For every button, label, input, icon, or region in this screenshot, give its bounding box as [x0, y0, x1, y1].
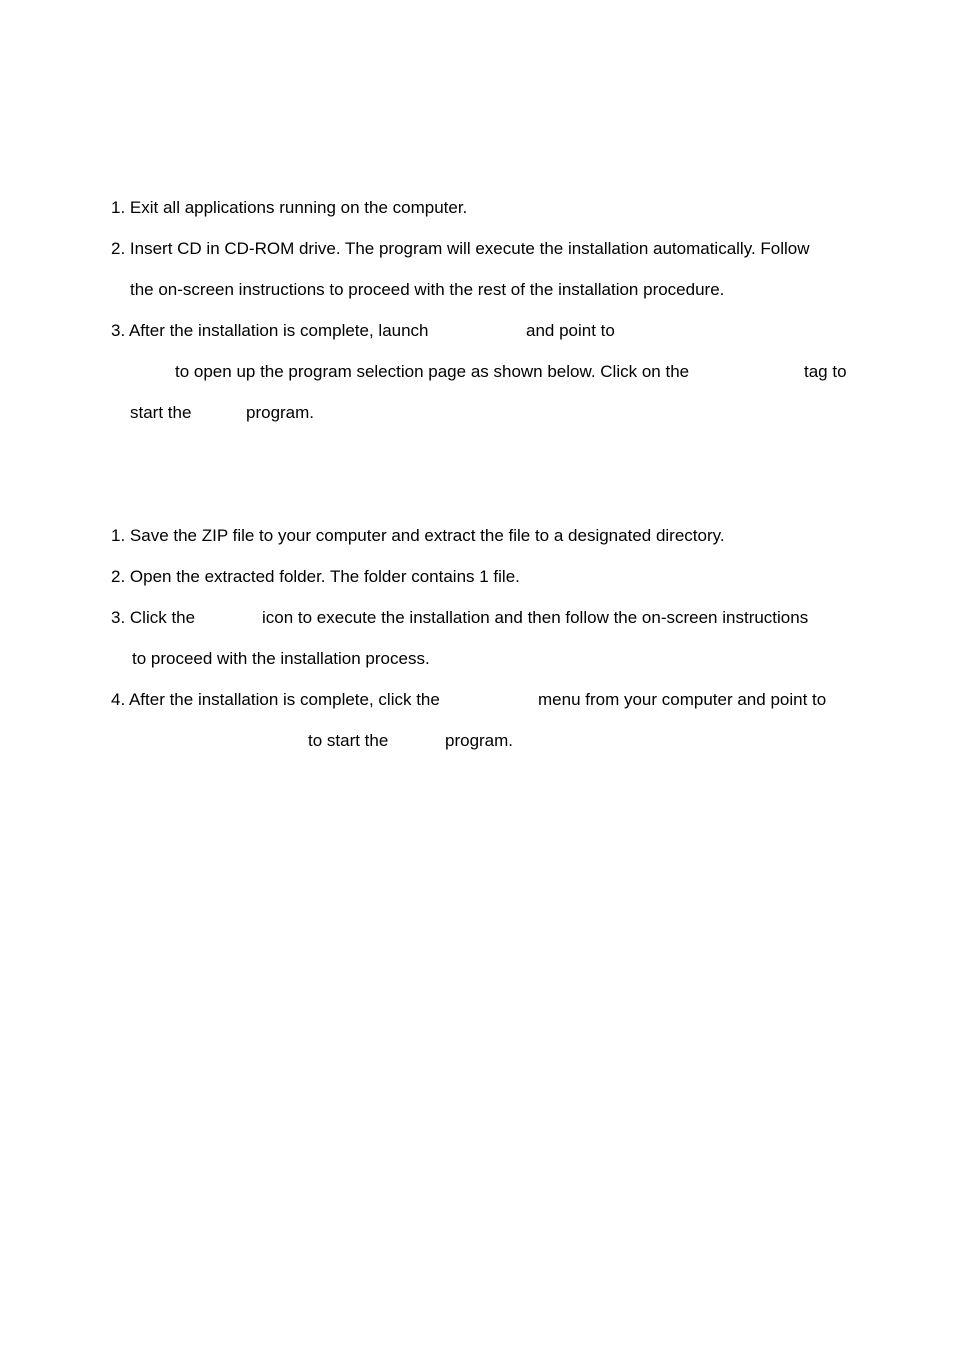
s2-step4-b: menu from your computer and point to: [538, 690, 827, 709]
s2-step3-c: to proceed with the installation process.: [132, 649, 430, 668]
s1-step3-c: to open up the program selection page as shown below. Click on the: [175, 362, 690, 381]
s1-step3-a: 3. After the installation is complete, launch: [111, 321, 429, 340]
s2-step4-c: to start the: [308, 731, 389, 750]
s2-step4-d: program.: [445, 731, 514, 750]
s1-step2-line2: the on-screen instructions to proceed with the rest of the installation procedure.: [130, 280, 725, 299]
s2-step3-a: 3. Click the: [111, 608, 196, 627]
s1-step2-line1: 2. Insert CD in CD-ROM drive. The program will execute the installation automatically. Follow: [111, 239, 810, 258]
s2-step2: 2. Open the extracted folder. The folder contains 1 file.: [111, 567, 520, 586]
s1-step1: 1. Exit all applications running on the computer.: [111, 198, 468, 217]
s1-step3-b: and point to: [526, 321, 615, 340]
s2-step4-a: 4. After the installation is complete, click the: [111, 690, 440, 709]
s1-step3-d: tag to: [804, 362, 847, 381]
s1-step3-f: program.: [246, 403, 315, 422]
s2-step1: 1. Save the ZIP file to your computer and extract the file to a designated directory.: [111, 526, 725, 545]
s2-step3-b: icon to execute the installation and then follow the on-screen instructions: [262, 608, 809, 627]
s1-step3-e: start the: [130, 403, 192, 422]
